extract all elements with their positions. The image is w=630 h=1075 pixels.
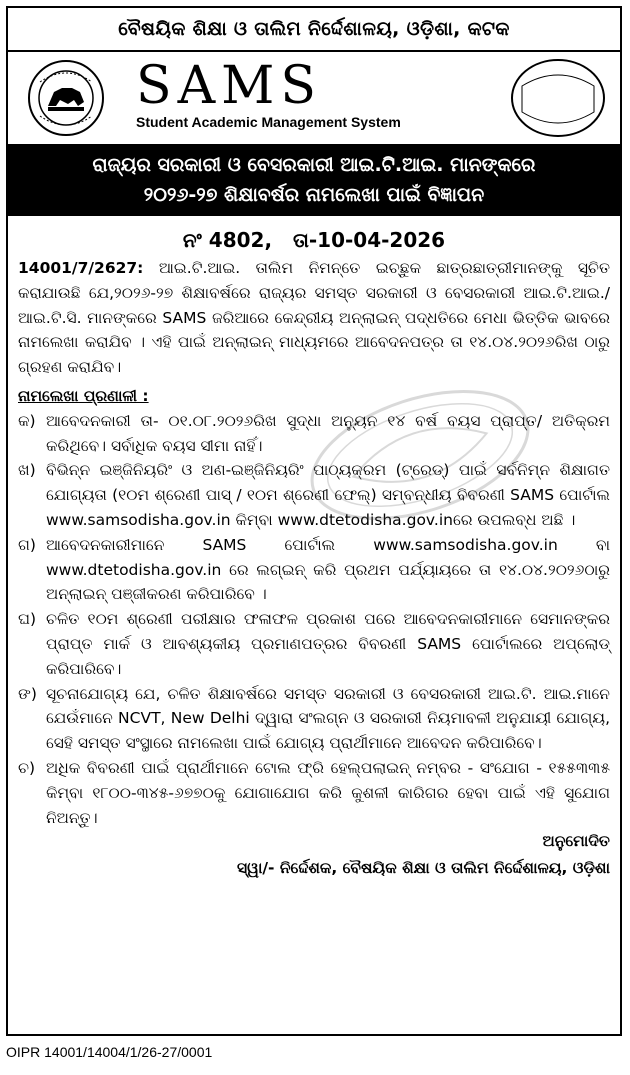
item-marker: ଚ) (18, 758, 36, 777)
list-item (18, 533, 610, 607)
item-marker: ଗ) (18, 535, 36, 554)
item-text: ଅଧିକ ବିବରଣୀ ପାଇଁ ପ୍ରାର୍ଥୀମାନେ ଟୋଲ ଫ୍ରି ହେଲ୍ପଲାଇନ୍ ନମ୍ବର - ସଂଯୋଗ - ୧୫୫୩୩୫ କିମ୍ବା ୧୮୦୦-୩୪୫-୬୭୭୦କୁ ଯୋଗାଯୋଗ କରି କୁଶଳୀ କାରିଗର ହେବା ପାଇଁ ଏହି ସୁଯୋଗ ନିଅନ୍ତୁ। (46, 758, 610, 827)
list-item (18, 458, 610, 532)
list-item (18, 409, 610, 459)
skilled-in-odisha-logo-icon (508, 56, 608, 140)
item-text: ଚଳିତ ୧୦ମ ଶ୍ରେଣୀ ପରୀକ୍ଷାର ଫଳାଫଳ ପ୍ରକାଶ ପରେ ଆବେଦନକାରୀମାନେ ସେମାନଙ୍କର ପ୍ରାପ୍ତ ମାର୍କ ଓ ଆବଶ୍ୟକୀୟ ପ୍ରମାଣପତ୍ରର ବିବରଣୀ SAMS ପୋର୍ଟାଲରେ ଅପ୍‌ଲୋଡ୍ କରିପାରିବେ। (46, 610, 610, 678)
notice-reference (8, 216, 620, 256)
signatory: ସ୍ୱା/- ନିର୍ଦ୍ଦେଶକ, ବୈଷୟିକ ଶିକ୍ଷା ଓ ତାଲିମ ନିର୍ଦ୍ଦେଶାଳୟ, ଓଡ଼ିଶା (237, 859, 610, 878)
logo-row (8, 52, 620, 146)
intro-text: ଆଇ.ଟି.ଆଇ. ତାଲିମ ନିମନ୍ତେ ଇଚ୍ଛୁକ ଛାତ୍ରଛାତ୍ରୀମାନଙ୍କୁ ସୂଚିତ କରାଯାଉଛି ଯେ,୨୦୨୬-୨୭ ଶିକ୍ଷାବର୍ଷରେ ରାଜ୍ୟର ସମସ୍ତ ସରକାରୀ ଓ ବେସରକାରୀ ଆଇ.ଟି.ଆଇ./ ଆଇ.ଟି.ସି. ମାନଙ୍କରେ SAMS ଜରିଆରେ କେନ୍ଦ୍ରୀୟ ଅନ୍‌ଲାଇନ୍ ପଦ୍ଧତିରେ ମେଧା ଭିତ୍ତିକ ଭାବରେ ନାମଲେଖା କରାଯିବ । ଏହି ପାଇଁ ଅନ୍‌ଲାଇନ୍ ମାଧ୍ୟମରେ ଆବେଦନପତ୍ର ତା ୧୪.୦୪.୨୦୨୬ରିଖ ଠାରୁ ଗ୍ରହଣ କରାଯିବ। (18, 259, 610, 377)
item-text: ଆବେଦନକାରୀ ତା- ୦୧.୦୮.୨୦୨୬ରିଖ ସୁଦ୍ଧା ଅନ୍ୟୁନ ୧୪ ବର୍ଷ ବୟସ ପ୍ରାପ୍ତ/ ଅତିକ୍ରମ କରିଥିବେ। ସର୍ବାଧିକ ବୟସ ସୀମା ନାହିଁ। (46, 411, 610, 455)
advertisement-frame (6, 6, 622, 1036)
department-name: ବୈଷୟିକ ଶିକ୍ଷା ଓ ତାଲିମ ନିର୍ଦ୍ଦେଶାଳୟ, ଓଡ଼ିଶା, କଟକ (118, 18, 510, 40)
item-marker: କ) (18, 411, 36, 430)
item-marker: ଘ) (18, 610, 37, 629)
odisha-emblem-icon (24, 58, 108, 138)
item-marker: ଖ) (18, 461, 36, 480)
notice-date: ତା-10-04-2026 (292, 228, 446, 252)
sams-subtitle: Student Academic Management System (136, 114, 401, 130)
footer-code: OIPR 14001/14004/1/26-27/0001 (6, 1044, 213, 1060)
intro-paragraph (18, 256, 610, 380)
list-item (18, 682, 610, 756)
notice-body (8, 256, 620, 830)
intro-lead: 14001/7/2627: (18, 259, 144, 277)
item-text: ଆବେଦନକାରୀମାନେ SAMS ପୋର୍ଟାଲ www.samsodisha.gov.in ବା www.dtetodisha.gov.in ରେ ଲଗ୍‌ଇନ୍ କରି ପ୍ରଥମ ପର୍ଯ୍ୟାୟରେ ତା ୧୪.୦୪.୨୦୨୬ଠାରୁ ଅନ୍‌ଲାଇନ୍ ପଞ୍ଜୀକରଣ କରିପାରିବେ । (46, 535, 610, 604)
list-item (18, 756, 610, 830)
item-text: ସୂଚନାଯୋଗ୍ୟ ଯେ, ଚଳିତ ଶିକ୍ଷାବର୍ଷରେ ସମସ୍ତ ସରକାରୀ ଓ ବେସରକାରୀ ଆଇ.ଟି. ଆଇ.ମାନେ ଯେଉଁମାନେ NCVT, New Delhi ଦ୍ୱାରା ସଂଲଗ୍ନ ଓ ସରକାରୀ ନିୟମାବଳୀ ଅନୁଯାୟୀ ଯୋଗ୍ୟ, ସେହି ସମସ୍ତ ସଂସ୍ଥାରେ ନାମଲେଖା ପାଇଁ ଯୋଗ୍ୟ ପ୍ରାର୍ଥୀମାନେ ଆବେଦନ କରିପାରିବେ। (46, 684, 610, 753)
item-text: ବିଭିନ୍ନ ଇଞ୍ଜିନିୟରିଂ ଓ ଅଣ-ଇଞ୍ଜିନିୟରିଂ ପାଠ୍ୟକ୍ରମ (ଟ୍ରେଡ୍) ପାଇଁ ସର୍ବନିମ୍ନ ଶିକ୍ଷାଗତ ଯୋଗ୍ୟତା (୧୦ମ ଶ୍ରେଣୀ ପାସ୍ / ୧୦ମ ଶ୍ରେଣୀ ଫେଲ୍) ସମ୍ବନ୍ଧୀୟ ବିବରଣୀ SAMS ପୋର୍ଟାଲ www.samsodisha.gov.in କିମ୍ବା www.dtetodisha.gov.inରେ ଉପଲବ୍ଧ ଅଛି । (46, 461, 610, 529)
item-marker: ଙ) (18, 684, 37, 703)
procedure-heading: ନାମଲେଖା ପ୍ରଣାଳୀ : (18, 386, 149, 405)
banner-line-2: ୨୦୨୬-୨୭ ଶିକ୍ଷାବର୍ଷର ନାମଲେଖା ପାଇଁ ବିଜ୍ଞାପନ (143, 184, 485, 206)
department-header (8, 8, 620, 52)
list-item (18, 607, 610, 681)
notice-number: ନଂ 4802, (182, 228, 273, 252)
procedure-list (18, 409, 610, 831)
sams-logo (136, 56, 401, 130)
approval-label: ଅନୁମୋଦିତ (542, 832, 610, 851)
sams-title: SAMS (136, 56, 323, 116)
announcement-banner (8, 146, 620, 216)
banner-line-1: ରାଜ୍ୟର ସରକାରୀ ଓ ବେସରକାରୀ ଆଇ.ଟି.ଆଇ. ମାନଙ୍କରେ (92, 154, 536, 176)
